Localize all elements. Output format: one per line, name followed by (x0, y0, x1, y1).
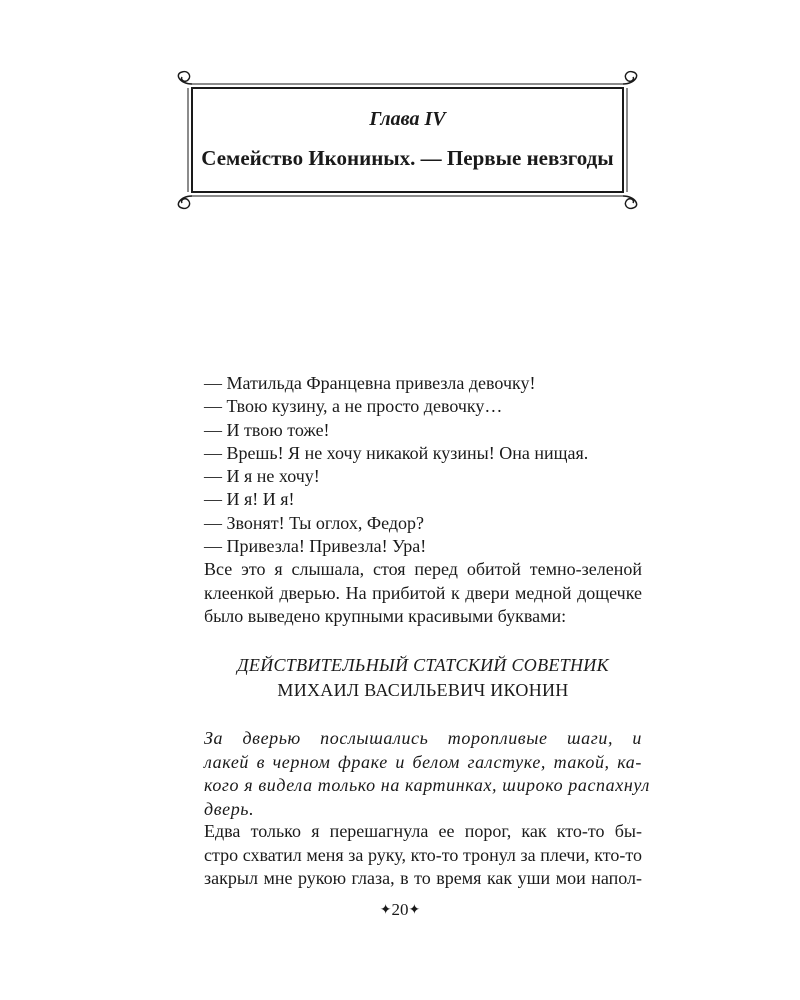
chapter-number: Глава IV (369, 108, 446, 130)
narration-line: клеенкой дверью. На прибитой к двери медной дощечке (204, 582, 642, 603)
ornamental-frame-icon (170, 70, 645, 210)
italic-paragraph (204, 727, 650, 821)
dialogue-line: — Матильда Францевна привезла девочку! (204, 373, 536, 393)
dialogue-line: — И я не хочу! (204, 466, 320, 487)
dialogue-line: — Звонят! Ты оглох, Федор? (204, 512, 424, 533)
narration-line: было выведено крупными красивыми буквами: (204, 605, 567, 626)
door-nameplate (204, 653, 642, 703)
dialogue-line: — И твою тоже! (204, 419, 330, 440)
chapter-title: Семейство Икониных. — Первые невзгоды (201, 146, 614, 170)
page-number (0, 900, 800, 920)
italic-line: лакей в черном фраке и белом галстуке, такой, ка- (204, 751, 642, 772)
paragraph-line: стро схватил меня за руку, кто-то тронул за плечи, кто-то (204, 844, 642, 865)
chapter-heading-frame (170, 70, 645, 210)
nameplate-title: ДЕЙСТВИТЕЛЬНЫЙ СТАТСКИЙ СОВЕТНИК (237, 655, 609, 675)
italic-line: кого я видела только на картинках, широко распахнул (204, 775, 650, 796)
closing-paragraph (204, 820, 642, 891)
dialogue-line: — И я! И я! (204, 489, 295, 510)
ornament-left-icon: ✦ (379, 903, 392, 918)
italic-line: За дверью послышались торопливые шаги, и (204, 728, 642, 748)
narration-line: Все это я слышала, стоя перед обитой темно-зеленой (204, 559, 642, 580)
dialogue-line: — Твою кузину, а не просто девочку… (204, 396, 503, 417)
italic-line: дверь. (204, 798, 255, 819)
page-number-value: 20 (391, 900, 409, 919)
ornament-right-icon: ✦ (408, 903, 421, 918)
dialogue-line: — Врешь! Я не хочу никакой кузины! Она нищая. (204, 442, 589, 463)
main-text-block (204, 372, 642, 628)
dialogue-line: — Привезла! Привезла! Ура! (204, 536, 427, 557)
nameplate-name: МИХАИЛ ВАСИЛЬЕВИЧ ИКОНИН (277, 680, 569, 700)
paragraph-line: закрыл мне рукою глаза, в то время как уши мои напол- (204, 868, 642, 889)
paragraph-line: Едва только я перешагнула ее порог, как кто-то бы- (204, 821, 642, 841)
